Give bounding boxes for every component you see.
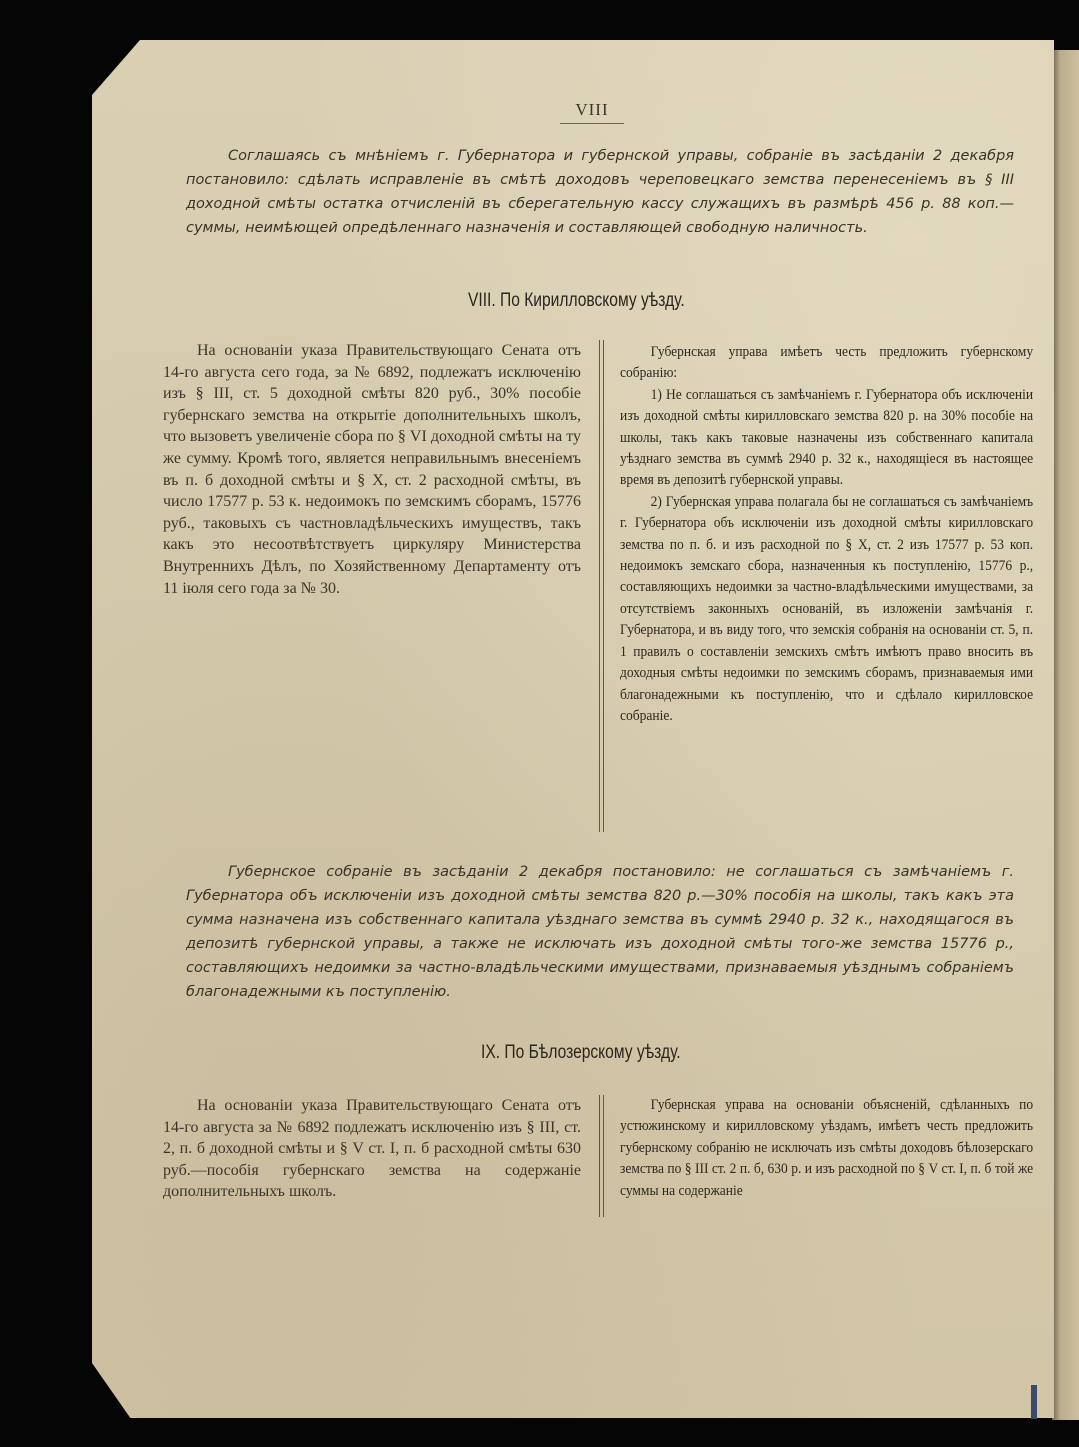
column-divider-ix [599,1095,604,1217]
column-divider-viii [599,340,604,832]
binding-mark [1031,1385,1037,1419]
section-ix-right-column [620,1095,1033,1202]
section-viii-resolution-text: Губернское собраніе въ засѣданіи 2 декабря постановило: не соглашаться съ замѣчаніемъ г. Губернатора объ исключеніи изъ доходной смѣты земства 820 р.—30% пособія на школы, такъ какъ эта сумма назначена изъ собственнаго капитала уѣзднаго земства въ суммѣ 2940 р. 32 к., находящагося въ депозитѣ губернской управы, а также не исключать изъ доходной смѣты того-же земства 15776 р., составляющихъ недоимки за частно-владѣльческими имуществами, признаваемыя уѣзднымъ собраніемъ благонадежными къ поступленію. [186,864,1014,1000]
document-page [92,40,1054,1418]
intro-resolution-text: Соглашаясь съ мнѣніемъ г. Губернатора и губернской управы, собраніе въ засѣданіи 2 декабря постановило: сдѣлать исправленіе въ смѣтѣ доходовъ череповецкаго земства перенесеніемъ въ § III доходной смѣты остатка отчисленій въ сберегательную кассу служащихъ въ размѣрѣ 456 р. 88 коп.—суммы, неимѣющей опредѣленнаго назначенія и составляющей свободную наличность. [186,148,1014,236]
intro-resolution [186,144,1014,240]
section-viii-left-column [163,340,581,599]
section-ix-left-text: На основаніи указа Правительствующаго Сената отъ 14-го августа за № 6892 подлежатъ исключенію изъ § III, ст. 2, п. б доходной смѣты и § V ст. I, п. б расходной смѣты 630 руб.—пособія губернскаго земства на содержаніе дополнительныхъ школъ. [163,1097,581,1201]
section-viii-right-paragraph: Губернская управа имѣетъ честь предложить губернскому собранію: [620,344,1034,382]
section-ix-left-column [163,1095,581,1203]
page-number: VIII [575,100,609,119]
section-viii-right-column [620,342,1033,727]
adjacent-page-edge [1052,50,1079,1420]
section-viii-right-paragraph: 1) Не соглашаться съ замѣчаніемъ г. Губернатора объ исключеніи изъ доходной смѣты кирилловскаго земства 820 р. на 30% пособіе на школы, такъ какъ таковые назначены изъ собственнаго капитала уѣзднаго земства въ суммѣ 2940 р. 32 к., находящіеся въ настоящее время въ депозитѣ губернской управы. [620,386,1034,489]
page-number-underline [560,123,624,124]
section-ix-right-text: Губернская управа на основаніи объясненій, сдѣланныхъ по устюжинскому и кирилловскому уѣздамъ, имѣетъ честь предложить губернскому собранію не исключать изъ смѣты доходовъ бѣлозерскаго земства по § III ст. 2 п. б, 630 р. и изъ расходной по § V ст. I, п. б той же суммы на содержаніе [620,1097,1034,1199]
section-viii-left-text: На основаніи указа Правительствующаго Сената отъ 14-го августа сего года, за № 6892, подлежатъ исключенію изъ § III, ст. 5 доходной смѣты 820 руб., 30% пособіе губернскаго земства на открытіе дополнительныхъ школъ, что вызоветъ увеличеніе сбора по § VI доходной смѣты на ту же сумму. Кромѣ того, является неправильнымъ внесеніемъ въ п. б доходной смѣты и § X, ст. 2 расходной смѣты, въ число 17577 р. 53 к. недоимокъ по земскимъ сборамъ, 15776 руб., таковыхъ съ частновладѣльческихъ имуществъ, такъ какъ это несоотвѣтствуетъ циркуляру Министерства Внутреннихъ Дѣлъ, по Хозяйственному Департаменту отъ 11 іюля сего года за № 30. [163,342,581,597]
section-viii-resolution [186,860,1014,1004]
section-heading-viii: VIII. По Кирилловскому уѣзду. [468,290,685,311]
section-heading-ix: IX. По Бѣлозерскому уѣзду. [481,1042,681,1063]
section-viii-right-paragraph: 2) Губернская управа полагала бы не соглашаться съ замѣчаніемъ г. Губернатора объ исключеніи изъ доходной смѣты кирилловскаго земства по п. б. и изъ расходной по § X, ст. 2 изъ 17577 р. 53 коп. недоимокъ земскаго сбора, назначенныя къ поступленію, 15776 р., составляющихъ недоимки за частно-владѣльческими имуществами, за отсутствіемъ законныхъ основаній, въ изложеніи замѣчанія г. Губернатора, и въ виду того, что земскія собранія на основаніи ст. 5, п. 1 правилъ о составленіи земскихъ смѣтъ имѣютъ право вносить въ доходныя смѣты недоимки по земскимъ сборамъ, признаваемыя ими благонадежными къ поступленію, что и сдѣлало кирилловское собраніе. [620,493,1034,724]
